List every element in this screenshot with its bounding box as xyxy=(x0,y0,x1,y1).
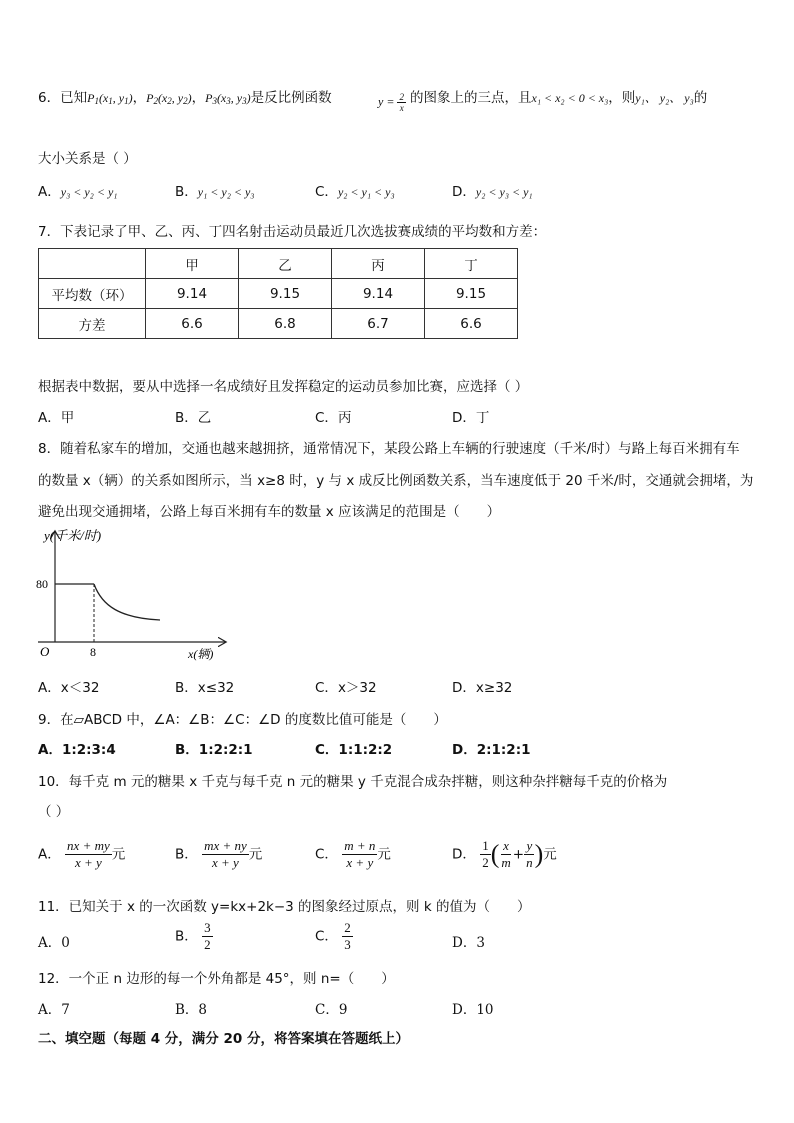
option-text: 1:1:2:2 xyxy=(338,742,393,758)
option-text: x≥32 xyxy=(475,680,513,696)
q6-lead: 已知 xyxy=(60,90,88,106)
option-letter: D． xyxy=(452,1002,477,1018)
table-header-cell xyxy=(39,249,146,279)
option-letter: C． xyxy=(315,680,338,696)
q9-option-b[interactable] xyxy=(175,738,253,758)
table-cell: 6.7 xyxy=(332,309,425,339)
option-letter: D． xyxy=(452,410,476,426)
q6-condition: x₁ < x₂ < 0 < x₃ xyxy=(531,91,609,105)
q8-option-c[interactable] xyxy=(315,676,377,696)
q11-option-a[interactable]: A．0 xyxy=(38,935,70,951)
q7-option-a[interactable] xyxy=(38,406,74,426)
option-text: x＜32 xyxy=(60,680,100,696)
table-cell: 9.14 xyxy=(146,279,239,309)
option-text: y₃ < y₂ < y₁ xyxy=(60,185,118,199)
q8-option-b[interactable] xyxy=(175,676,234,696)
q7-table xyxy=(38,248,518,339)
q8-graph xyxy=(30,526,230,664)
q12-option-a[interactable] xyxy=(38,998,70,1018)
q7-option-d[interactable] xyxy=(452,406,489,426)
q6-option-a[interactable] xyxy=(38,180,117,200)
option-letter: A． xyxy=(38,680,61,696)
fraction: $\frac{nx + my}{x + y}$ xyxy=(67,838,110,870)
section-2-title: 二、填空题（每题 4 分，满分 20 分，将答案填在答题纸上） xyxy=(38,1031,409,1047)
option-text: 8 xyxy=(198,1002,208,1018)
q6-ys: y₁、 y₂、 y₃ xyxy=(635,91,694,105)
fraction: $\frac{m + n}{x + y}$ xyxy=(344,838,376,870)
table-header-cell: 乙 xyxy=(239,249,332,279)
option-letter: C． xyxy=(315,410,338,426)
q6-option-d[interactable] xyxy=(452,180,533,200)
q10-option-c[interactable]: C． $\frac{m + n}{x + y}$ 元 xyxy=(315,838,391,870)
table-cell: 6.8 xyxy=(239,309,332,339)
table-cell: 9.14 xyxy=(332,279,425,309)
x-tick-label: 8 xyxy=(90,645,96,659)
option-letter: C． xyxy=(315,742,339,758)
option-text: 丁 xyxy=(475,410,490,426)
table-header-cell: 丁 xyxy=(425,249,518,279)
option-text: x＞32 xyxy=(337,680,377,696)
table-row xyxy=(39,279,518,309)
fraction: $\frac{y}{n}$ xyxy=(526,838,533,870)
q9-option-d[interactable] xyxy=(452,738,531,758)
q8-line2: 的数量 x（辆）的关系如图所示，当 x≥8 时，y 与 x 成反比例函数关系，当车速度低于 20 千米/时，交通就会拥堵，为 xyxy=(38,473,754,489)
table-cell: 平均数（环） xyxy=(39,279,146,309)
option-letter: A． xyxy=(38,1002,62,1018)
option-letter: A． xyxy=(38,184,61,200)
fraction: $\frac{2}{3}$ xyxy=(344,920,351,952)
option-text: 2:1:2:1 xyxy=(476,742,531,758)
q9-stem: 9．在▱ABCD 中，∠A：∠B：∠C：∠D 的度数比值可能是（ ） xyxy=(38,712,447,728)
option-letter: B． xyxy=(175,184,198,200)
q12-stem: 12．一个正 n 边形的每一个外角都是 45°，则 n=（ ） xyxy=(38,971,395,987)
q10-option-a[interactable]: A． $\frac{nx + my}{x + y}$ 元 xyxy=(38,838,126,870)
q6-option-b[interactable] xyxy=(175,180,254,200)
option-text: 乙 xyxy=(197,410,212,426)
q10-option-d[interactable]: D． $\frac{1}{2}$ ( $\frac{x}{m}$ + $\frac{y}{n}$ )元 xyxy=(452,838,557,870)
table-header-cell: 甲 xyxy=(146,249,239,279)
option-letter: C． xyxy=(315,184,338,200)
option-letter: B． xyxy=(175,410,198,426)
option-text: 1:2:3:4 xyxy=(61,742,116,758)
option-text: y₁ < y₂ < y₃ xyxy=(197,185,255,199)
q6-option-c[interactable] xyxy=(315,180,395,200)
table-header-cell: 丙 xyxy=(332,249,425,279)
option-letter: C． xyxy=(315,1002,339,1018)
option-letter: A． xyxy=(38,742,62,758)
table-cell: 方差 xyxy=(39,309,146,339)
fraction: $\frac{mx + ny}{x + y}$ xyxy=(204,838,247,870)
x-axis-label: x(辆) xyxy=(188,647,214,661)
option-text: y₂ < y₃ < y₁ xyxy=(475,185,533,199)
y-axis-label: y(千米/时) xyxy=(44,528,102,543)
option-text: x≤32 xyxy=(197,680,235,696)
q8-option-a[interactable] xyxy=(38,676,99,696)
q10-line2: （ ） xyxy=(38,804,70,820)
q12-option-b[interactable] xyxy=(175,998,207,1018)
option-text: 1:2:2:1 xyxy=(198,742,253,758)
option-text: y₂ < y₁ < y₃ xyxy=(337,185,395,199)
fraction: $\frac{x}{m}$ xyxy=(501,838,511,870)
option-text: 甲 xyxy=(60,410,75,426)
q8-option-d[interactable] xyxy=(452,676,512,696)
q8-line1: 8．随着私家车的增加，交通也越来越拥挤，通常情况下，某段公路上车辆的行驶速度（千米/时）与路上每百米拥有车 xyxy=(38,441,740,457)
q9-option-a[interactable] xyxy=(38,738,116,758)
q6-sep-2: ， xyxy=(191,90,206,106)
table-cell: 9.15 xyxy=(425,279,518,309)
option-letter: B． xyxy=(175,680,198,696)
fraction: $\frac{1}{2}$ xyxy=(482,838,489,870)
q10-option-b[interactable]: B． $\frac{mx + ny}{x + y}$ 元 xyxy=(175,838,263,870)
q8-line3: 避免出现交通拥堵，公路上每百米拥有车的数量 x 应该满足的范围是（ ） xyxy=(38,504,501,520)
q12-option-d[interactable] xyxy=(452,998,494,1018)
q7-option-c[interactable] xyxy=(315,406,351,426)
q11-option-d[interactable]: D．3 xyxy=(452,935,485,951)
q6-sep-1: ， xyxy=(132,90,147,106)
q7-question: 根据表中数据，要从中选择一名成绩好且发挥稳定的运动员参加比赛，应选择（ ） xyxy=(38,379,529,395)
option-text: 10 xyxy=(476,1002,494,1018)
origin-label: O xyxy=(40,644,50,659)
option-letter: D． xyxy=(452,184,476,200)
table-cell: 6.6 xyxy=(425,309,518,339)
q9-option-c[interactable] xyxy=(315,738,392,758)
option-text: 丙 xyxy=(337,410,352,426)
q7-option-b[interactable] xyxy=(175,406,211,426)
q6-mid: 是反比例函数 xyxy=(250,90,332,106)
option-text: 7 xyxy=(61,1002,70,1018)
q6-number: 6． xyxy=(38,90,61,106)
table-header-row xyxy=(39,249,518,279)
q6-function: y = $\frac{2}{x}$ xyxy=(378,92,404,113)
table-cell: 6.6 xyxy=(146,309,239,339)
inverse-curve xyxy=(94,584,160,620)
option-letter: B． xyxy=(175,742,199,758)
q10-line1: 10．每千克 m 元的糖果 x 千克与每千克 n 元的糖果 y 千克混合成杂拌糖，则这种杂拌糖每千克的价格为 xyxy=(38,774,668,790)
q11-stem: 11．已知关于 x 的一次函数 y=kx+2k−3 的图象经过原点，则 k 的值为（ ） xyxy=(38,899,531,915)
table-row xyxy=(39,309,518,339)
option-letter: D． xyxy=(452,680,476,696)
y-tick-label: 80 xyxy=(36,577,48,591)
table-cell: 9.15 xyxy=(239,279,332,309)
q6-line2: 大小关系是（ ） xyxy=(38,151,137,167)
q11-option-b[interactable]: B． $\frac{3}{2}$ xyxy=(175,920,211,952)
q6-line1: 6．已知$P_1(x_1$, $y_1$)，$P_2(x_2$, $y_2$)，$P_3(x_3$, $y_3$)是反比例函数 xyxy=(38,90,332,106)
fraction: $\frac{3}{2}$ xyxy=(204,920,211,952)
option-letter: D． xyxy=(452,742,477,758)
q6-line1-rest: 的图象上的三点，且x₁ < x₂ < 0 < x₃，则y₁、 y₂、 y₃的 xyxy=(410,90,708,106)
option-letter: B． xyxy=(175,1002,199,1018)
q11-option-c[interactable]: C． $\frac{2}{3}$ xyxy=(315,920,351,952)
option-letter: A． xyxy=(38,410,61,426)
option-text: 9 xyxy=(338,1002,348,1018)
q7-stem: 7．下表记录了甲、乙、丙、丁四名射击运动员最近几次选拔赛成绩的平均数和方差： xyxy=(38,224,547,240)
q12-option-c[interactable] xyxy=(315,998,347,1018)
